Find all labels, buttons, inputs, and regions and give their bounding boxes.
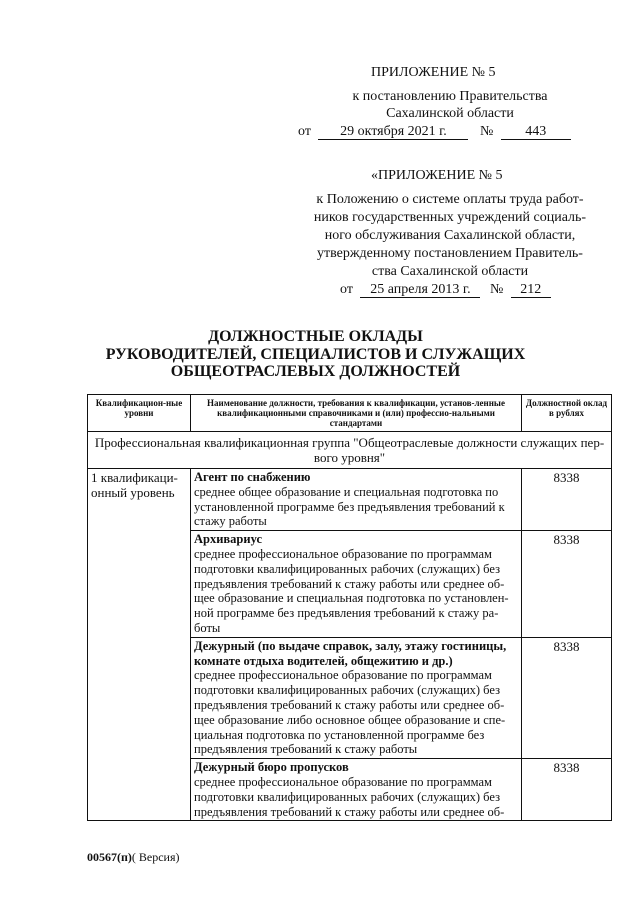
- group-title: Профессиональная квалификационная группа "Общеотраслевые должности служащих пер-вого уровня": [88, 432, 612, 469]
- salary-cell: 8338: [522, 637, 612, 758]
- table-header-row: [88, 395, 612, 432]
- position-cell: [191, 637, 522, 758]
- appendix2-title: «ПРИЛОЖЕНИЕ № 5: [371, 168, 503, 183]
- table-row: [88, 469, 612, 531]
- appendix-line1: к постановлению Правительства: [352, 89, 548, 104]
- position-title: Архивариус: [194, 532, 262, 547]
- position-requirements: среднее профессиональное образование по программам подготовки квалифицированных рабочих (служащих) без предъявления требований к стажу работы или среднее об-: [194, 774, 505, 819]
- appendix-from: от: [298, 124, 311, 139]
- heading-line3: ОБЩЕОТРАСЛЕВЫХ ДОЛЖНОСТЕЙ: [170, 363, 461, 380]
- salary-table: [87, 394, 612, 821]
- position-title: Дежурный бюро пропусков: [194, 760, 349, 775]
- footer-version: ( Версия): [131, 850, 180, 864]
- appendix2-line: утвержденному постановлением Правитель-: [317, 246, 583, 261]
- heading-line1: ДОЛЖНОСТНЫЕ ОКЛАДЫ: [208, 328, 423, 345]
- salary-cell: 8338: [522, 469, 612, 531]
- appendix-date: 29 октября 2021 г.: [318, 124, 468, 140]
- appendix-number: 443: [501, 124, 571, 140]
- position-cell: [191, 469, 522, 531]
- salary-cell: 8338: [522, 531, 612, 638]
- position-requirements: среднее общее образование и специальная подготовка по установленной программе без предъявления требований к стажу работы: [194, 484, 505, 529]
- appendix-no: №: [479, 124, 494, 139]
- heading-line2: РУКОВОДИТЕЛЕЙ, СПЕЦИАЛИСТОВ И СЛУЖАЩИХ: [105, 346, 526, 363]
- appendix2-line: ников государственных учреждений социаль-: [313, 210, 587, 225]
- position-requirements: среднее профессиональное образование по программам подготовки квалифицированных рабочих (служащих) без предъявления требований к стажу работы или среднее об-щее образование либо основное общее образование и спе-циальная подготовка по установленной программе без предъявления требований к стажу работы: [194, 668, 506, 757]
- position-cell: [191, 531, 522, 638]
- footer: [87, 850, 180, 865]
- position-requirements: среднее профессиональное образование по программам подготовки квалифицированных рабочих (служащих) без предъявления требований к стажу работы или среднее об-щее образование и специальная подготовка по установлен-ной программе без предъявления требований к стажу ра-боты: [194, 546, 509, 635]
- header-position: Наименование должности, требования к квалификации, установ-ленные квалификационными справочниками и (или) профессио-нальными стандартами: [191, 395, 522, 432]
- header-levels: Квалификацион-ные уровни: [88, 395, 191, 432]
- appendix2-from: от: [340, 282, 353, 297]
- footer-code: 00567(п): [87, 850, 132, 864]
- position-title: Дежурный (по выдаче справок, залу, этажу гостиницы, комнате отдыха водителей, общежитию и др.): [194, 638, 507, 668]
- appendix2-number: 212: [511, 282, 551, 298]
- appendix2-line: к Положению о системе оплаты труда работ-: [316, 192, 584, 207]
- position-cell: [191, 759, 522, 821]
- appendix-line2: Сахалинской области: [386, 106, 514, 121]
- group-row: [88, 432, 612, 469]
- appendix-date-line: [298, 123, 571, 140]
- appendix-title: ПРИЛОЖЕНИЕ № 5: [371, 65, 496, 80]
- appendix2-no: №: [489, 282, 504, 297]
- header-salary: Должностной оклад в рублях: [522, 395, 612, 432]
- position-title: Агент по снабжению: [194, 470, 311, 484]
- appendix2-line: ного обслуживания Сахалинской области,: [324, 228, 576, 243]
- qualification-level: 1 квалификаци-онный уровень: [88, 469, 191, 821]
- appendix2-line: ства Сахалинской области: [371, 264, 529, 279]
- salary-cell: 8338: [522, 759, 612, 821]
- appendix2-date: 25 апреля 2013 г.: [360, 282, 480, 298]
- appendix2-date-line: [340, 281, 551, 298]
